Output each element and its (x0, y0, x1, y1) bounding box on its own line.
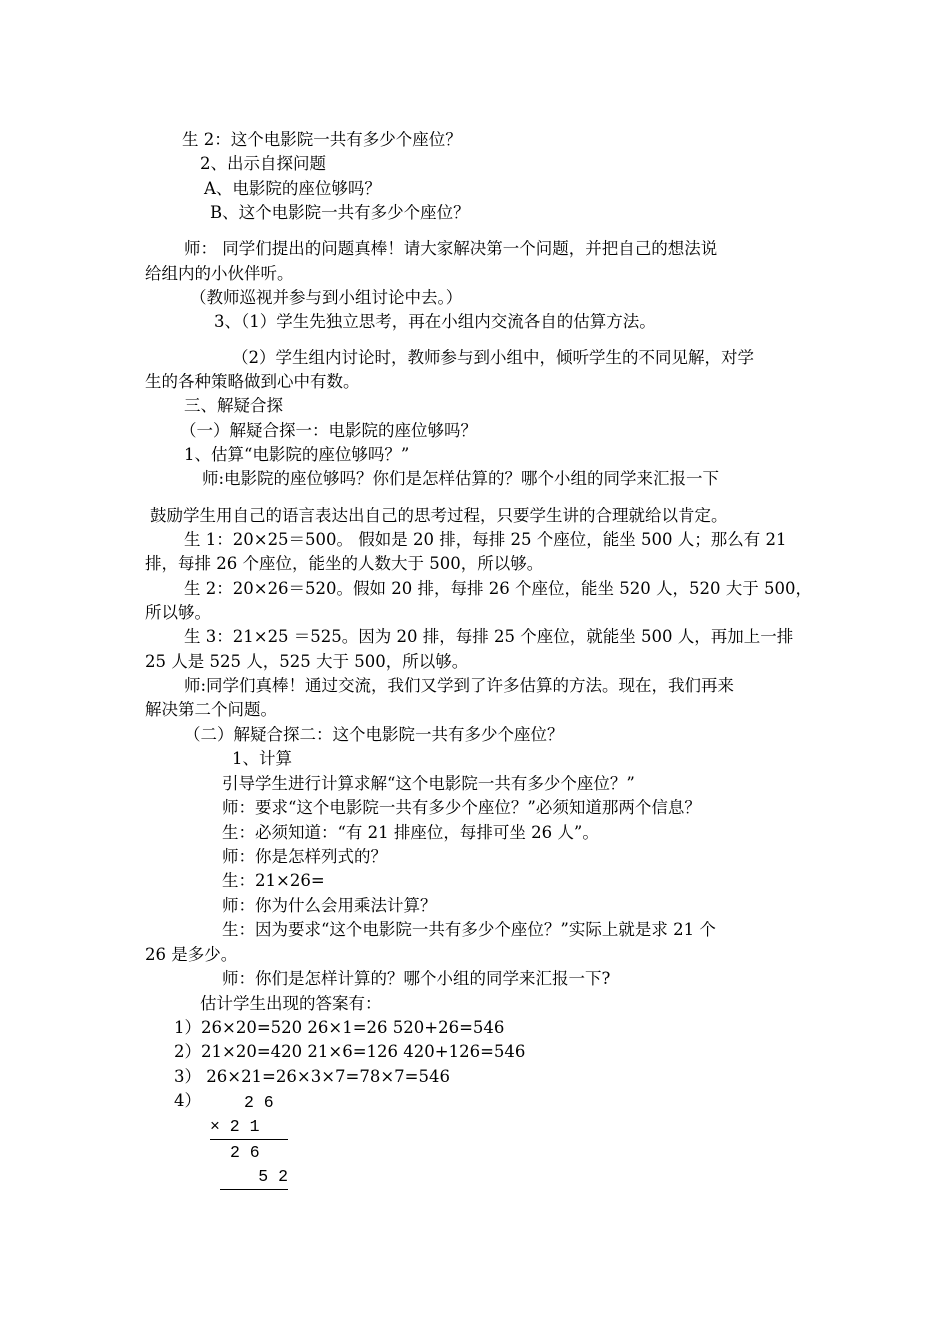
vertical-calc-partial-2: 5 2 (220, 1166, 288, 1190)
text-line: 1、估算“电影院的座位够吗？” (184, 445, 410, 464)
answer-line: 2）21×20=420 21×6=126 420+126=546 (174, 1042, 526, 1061)
answer-line: 4） (174, 1091, 201, 1110)
text-line: 引导学生进行计算求解“这个电影院一共有多少个座位？” (222, 774, 635, 793)
text-line: 生：必须知道：“有 21 排座位，每排可坐 26 人”。 (222, 823, 599, 842)
text-line: 师:电影院的座位够吗？你们是怎样估算的？哪个小组的同学来汇报一下 (202, 469, 720, 488)
vertical-calc-partial-1: 2 6 (230, 1143, 260, 1162)
vertical-calc-multiplier: × 2 1 (210, 1116, 288, 1140)
text-line: （2）学生组内讨论时，教师参与到小组中，倾听学生的不同见解，对学 (232, 348, 754, 367)
text-line: A、电影院的座位够吗？ (204, 179, 381, 198)
text-line: 25 人是 525 人，525 大于 500，所以够。 (145, 652, 469, 671)
text-line: 鼓励学生用自己的语言表达出自己的思考过程，只要学生讲的合理就给以肯定。 (150, 506, 728, 525)
subsection-heading: （一）解疑合探一：电影院的座位够吗？ (180, 421, 477, 440)
text-line: 排，每排 26 个座位，能坐的人数大于 500，所以够。 (145, 554, 544, 573)
text-line: 师：你们是怎样计算的？哪个小组的同学来汇报一下? (222, 969, 611, 988)
text-line: 生：因为要求“这个电影院一共有多少个座位？”实际上就是求 21 个 (222, 920, 716, 939)
subsection-heading: （二）解疑合探二：这个电影院一共有多少个座位？ (184, 725, 564, 744)
text-line: 3、（1）学生先独立思考，再在小组内交流各自的估算方法。 (214, 312, 656, 331)
text-line: 师：要求“这个电影院一共有多少个座位？”必须知道那两个信息？ (222, 798, 701, 817)
text-line: B、这个电影院一共有多少个座位？ (210, 203, 470, 222)
text-line: 估计学生出现的答案有： (200, 994, 382, 1013)
text-line: 生 2：这个电影院一共有多少个座位？ (182, 130, 462, 149)
section-heading: 三、解疑合探 (184, 396, 283, 415)
answer-line: 3） 26×21=26×3×7=78×7=546 (174, 1067, 450, 1086)
vertical-calc-multiplicand: 2 6 (244, 1093, 274, 1112)
text-line: 2、出示自探问题 (200, 154, 326, 173)
text-line: 师：你为什么会用乘法计算？ (222, 896, 437, 915)
text-line: 生 1：20×25＝500。 假如是 20 排，每排 25 个座位，能坐 500 人；那么有 21 (184, 530, 787, 549)
text-line: 生 2：20×26＝520。假如 20 排，每排 26 个座位，能坐 520 人，520 大于 500， (184, 579, 812, 598)
text-line: 给组内的小伙伴听。 (145, 264, 294, 283)
answer-line: 1）26×20=520 26×1=26 520+26=546 (174, 1018, 505, 1037)
text-line: 1、计算 (232, 749, 292, 768)
text-line: 生的各种策略做到心中有数。 (145, 372, 360, 391)
text-line: 生：21×26= (222, 871, 325, 890)
text-line: （教师巡视并参与到小组讨论中去。） (190, 288, 463, 307)
text-line: 师:同学们真棒！通过交流，我们又学到了许多估算的方法。现在，我们再来 (184, 676, 735, 695)
text-line: 师： 同学们提出的问题真棒！请大家解决第一个问题，并把自己的想法说 (184, 239, 718, 258)
text-line: 所以够。 (145, 603, 211, 622)
text-line: 解决第二个问题。 (145, 700, 277, 719)
text-line: 生 3：21×25 ＝525。因为 20 排，每排 25 个座位，就能坐 500 人，再加上一排 (184, 627, 794, 646)
text-line: 26 是多少。 (145, 945, 238, 964)
text-line: 师：你是怎样列式的？ (222, 847, 387, 866)
